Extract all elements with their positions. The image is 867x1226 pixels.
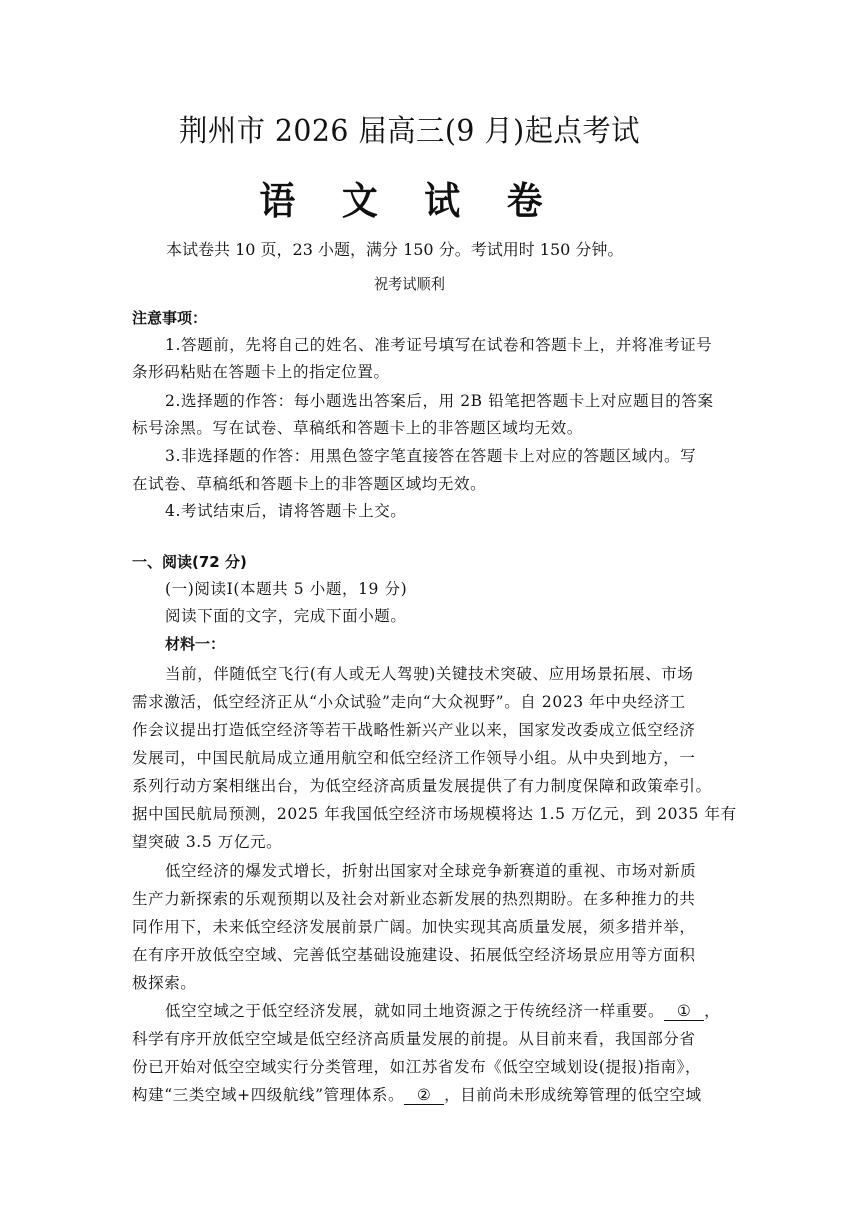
sub-section-heading: (一)阅读Ⅰ(本题共 5 小题，19 分) <box>165 580 408 598</box>
notice-line: 标号涂黑。写在试卷、草稿纸和答题卡上的非答题区域均无效。 <box>132 419 583 437</box>
notice-line: 4.考试结束后，请将答题卡上交。 <box>165 502 407 520</box>
body-line: 发展司，中国民航局成立通用航空和低空经济工作领导小组。从中央到地方，一 <box>132 749 696 767</box>
exam-info: 本试卷共 10 页，23 小题，满分 150 分。考试用时 150 分钟。 <box>166 240 624 259</box>
notice-line: 在试卷、草稿纸和答题卡上的非答题区域均无效。 <box>132 475 487 493</box>
body-line: 系列行动方案相继出台，为低空经济高质量发展提供了有力制度保障和政策牵引。 <box>132 777 712 795</box>
body-line: 望突破 3.5 万亿元。 <box>132 833 283 851</box>
body-line <box>165 999 720 1021</box>
body-line: 科学有序开放低空空域是低空经济高质量发展的前提。从目前来看，我国部分省 <box>132 1030 696 1048</box>
notice-line: 2.选择题的作答：每小题选出答案后，用 2B 铅笔把答题卡上对应题目的答案 <box>165 392 714 410</box>
body-line: 极探索。 <box>132 974 197 992</box>
fill-blank-2: ② <box>404 1086 444 1105</box>
body-line: 份已开始对低空空域实行分类管理，如江苏省发布《低空空域划设(提报)指南》， <box>132 1058 702 1076</box>
body-text: ， <box>704 1002 721 1020</box>
body-line: 据中国民航局预测，2025 年我国低空经济市场规模将达 1.5 万亿元，到 2035 年有 <box>132 805 737 823</box>
notice-line: 1.答题前，先将自己的姓名、准考证号填写在试卷和答题卡上，并将准考证号 <box>165 336 713 354</box>
body-line: 在有序开放低空空域、完善低空基础设施建设、拓展低空经济场景应用等方面积 <box>132 946 696 964</box>
body-line: 生产力新探索的乐观预期以及社会对新业态新发展的热烈期盼。在多种推力的共 <box>132 890 696 908</box>
body-line <box>132 1083 702 1105</box>
body-line: 低空经济的爆发式增长，折射出国家对全球竞争新赛道的重视、市场对新质 <box>165 862 697 880</box>
body-line: 同作用下，未来低空经济发展前景广阔。加快实现其高质量发展，须多措并举， <box>132 918 696 936</box>
material-label: 材料一： <box>165 635 226 653</box>
body-text: 构建“三类空域+四级航线”管理体系。 <box>132 1086 405 1104</box>
body-line: 当前，伴随低空飞行(有人或无人驾驶)关键技术突破、应用场景拓展、市场 <box>165 665 694 683</box>
subject-title: 语 文 试 卷 <box>259 178 560 223</box>
fill-blank-1: ① <box>664 1002 704 1021</box>
notice-line: 3.非选择题的作答：用黑色签字笔直接答在答题卡上对应的答题区域内。写 <box>165 447 697 465</box>
body-line: 作会议提出打造低空经济等若干战略性新兴产业以来，国家发改委成立低空经济 <box>132 721 696 739</box>
section-heading: 一、阅读(72 分) <box>132 553 247 571</box>
exam-title: 荆州市 2026 届高三(9 月)起点考试 <box>179 114 640 149</box>
notice-line: 条形码粘贴在答题卡上的指定位置。 <box>132 363 390 381</box>
notice-heading: 注意事项： <box>132 309 208 327</box>
body-text: ，目前尚未形成统筹管理的低空空域 <box>444 1086 702 1104</box>
body-text: 低空空域之于低空经济发展，就如同土地资源之于传统经济一样重要。 <box>165 1002 665 1020</box>
body-line: 需求激活，低空经济正从“小众试验”走向“大众视野”。自 2023 年中央经济工 <box>132 693 686 711</box>
reading-instruction: 阅读下面的文字，完成下面小题。 <box>165 607 407 625</box>
blessing: 祝考试顺利 <box>374 275 445 293</box>
